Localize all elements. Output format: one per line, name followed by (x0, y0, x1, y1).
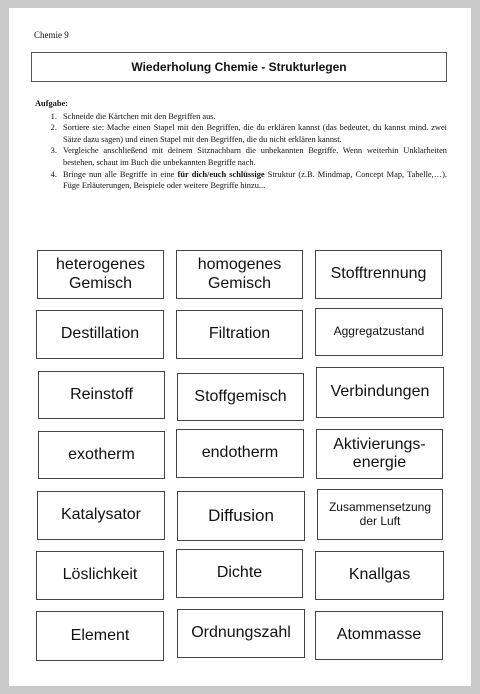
term-card: Filtration (176, 310, 303, 359)
term-card: Löslichkeit (36, 551, 164, 600)
term-card: Reinstoff (38, 371, 165, 419)
term-card: Knallgas (315, 551, 444, 600)
term-cards (35, 240, 445, 680)
term-card: Verbindungen (316, 367, 444, 418)
task-item-4 (59, 169, 447, 192)
worksheet-page (9, 8, 471, 686)
term-card: Zusammensetzung der Luft (317, 489, 443, 540)
term-card: Ordnungszahl (177, 609, 305, 658)
term-card: Dichte (176, 549, 303, 598)
worksheet-title: Wiederholung Chemie - Strukturlegen (31, 52, 447, 82)
term-card: Aggregatzustand (315, 308, 443, 356)
term-card: Element (36, 611, 164, 661)
term-card: Diffusion (177, 491, 305, 541)
task-item-3: 3. Vergleiche anschließend mit deinem Sitznachbarn die unbekannten Begriffe. Wenn weiterhin Unklarheiten bestehen, schaut im Buch die unbekannten Begriffe nach. (59, 145, 447, 168)
term-card: Stoffgemisch (177, 373, 304, 421)
term-card: Atommasse (315, 611, 443, 660)
term-card: heterogenes Gemisch (37, 250, 164, 299)
course-label: Chemie 9 (34, 30, 69, 40)
task-item-1: 1. Schneide die Kärtchen mit den Begriffen aus. (59, 111, 447, 123)
term-card: Katalysator (37, 491, 165, 540)
term-card: Destillation (36, 310, 164, 359)
task-section (35, 98, 447, 192)
task-item-4-start: Bringe nun alle Begriffe in eine (63, 169, 178, 179)
term-card: exotherm (38, 431, 165, 479)
task-heading: Aufgabe: (35, 99, 69, 108)
term-card: endotherm (176, 429, 304, 478)
task-item-4-bold: für dich/euch schlüssige (177, 169, 265, 179)
task-list (35, 111, 447, 192)
task-item-2: 2. Sortiere sie: Mache einen Stapel mit den Begriffen, die du erklären kannst (das bedeutet, du kannst mind. zwei Sätze dazu sagen) und einen Stapel mit den Begriffen, die du nicht erklären kannst. (59, 122, 447, 145)
term-card: Aktivierungs- energie (316, 429, 443, 479)
term-card: Stofftrennung (315, 250, 442, 299)
task-item-4-rest: Struktur (z.B. Mindmap, Concept Map, Tabelle,…). Füge Erläuterungen, Beispiele oder weitere Begriffe hinzu... (63, 169, 447, 191)
term-card: homogenes Gemisch (176, 250, 303, 299)
